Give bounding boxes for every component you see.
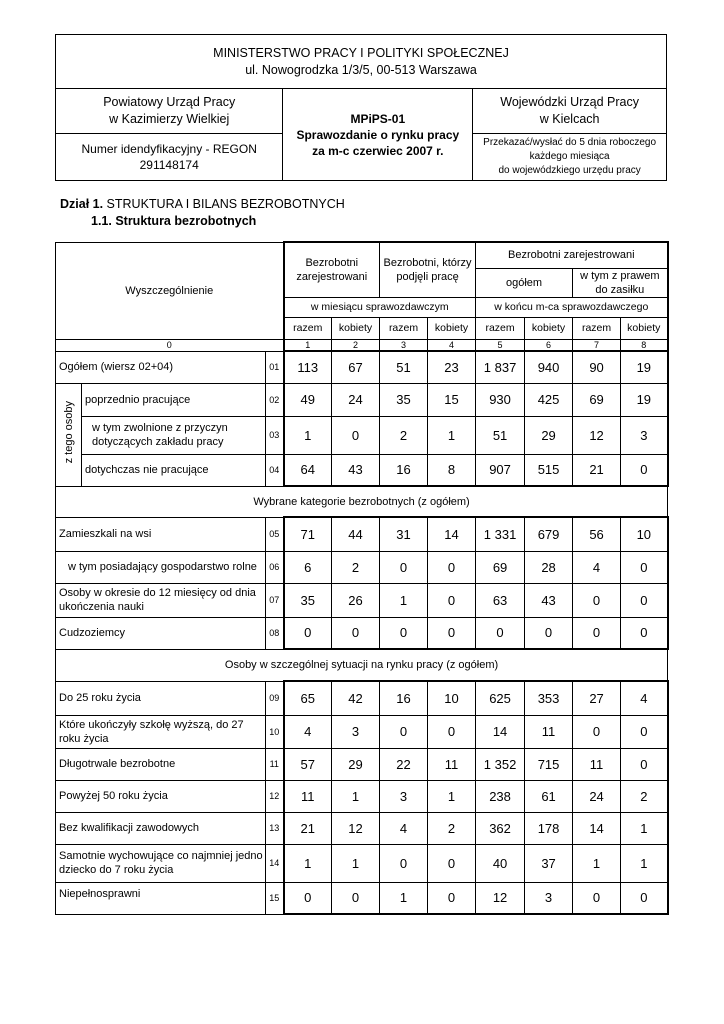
report-header	[55, 34, 667, 181]
cell-value: 3	[525, 882, 573, 914]
cell-value: 6	[284, 551, 332, 583]
row-number: 01	[266, 351, 284, 383]
table-row	[56, 715, 668, 748]
row-number: 15	[266, 882, 284, 914]
cell-value: 24	[332, 383, 380, 416]
row-label: Bez kwalifikacji zawodowych	[56, 812, 266, 844]
regional-office-name: Wojewódzki Urząd Pracy	[500, 95, 639, 109]
cell-value: 0	[428, 882, 476, 914]
cell-value: 71	[284, 517, 332, 551]
cell-value: 0	[525, 617, 573, 649]
cell-value: 0	[621, 882, 668, 914]
cell-value: 11	[525, 715, 573, 748]
group-label: z tego osoby	[62, 400, 75, 464]
deadline-cell	[473, 134, 667, 181]
cell-value: 29	[332, 748, 380, 780]
row-number: 12	[266, 780, 284, 812]
cell-value: 0	[332, 617, 380, 649]
cell-value: 15	[428, 383, 476, 416]
cell-value: 19	[621, 351, 668, 383]
cell-value: 11	[428, 748, 476, 780]
office-cell	[56, 89, 283, 134]
deadline-line: każdego miesiąca	[529, 151, 610, 162]
cell-value: 0	[621, 748, 668, 780]
row-number: 03	[266, 416, 284, 454]
cell-value: 4	[380, 812, 428, 844]
form-code: MPiPS-01	[350, 111, 406, 126]
ministry-address: ul. Nowogrodzka 1/3/5, 00-513 Warszawa	[245, 62, 477, 77]
cell-value: 353	[525, 681, 573, 715]
row-label: w tym posiadający gospodarstwo rolne	[56, 551, 266, 583]
subheader-women: kobiety	[525, 317, 573, 339]
cell-value: 10	[621, 517, 668, 551]
cell-value: 1	[380, 882, 428, 914]
cell-value: 43	[332, 454, 380, 486]
cell-value: 61	[525, 780, 573, 812]
row-label: Długotrwale bezrobotne	[56, 748, 266, 780]
cell-value: 0	[573, 583, 621, 617]
row-label: Niepełnosprawni	[56, 882, 266, 914]
column-index: 8	[621, 339, 668, 351]
column-index: 2	[332, 339, 380, 351]
cell-value: 0	[284, 882, 332, 914]
cell-value: 3	[621, 416, 668, 454]
header-text: podjęli pracę	[396, 270, 459, 283]
regon-number: 291148174	[139, 158, 199, 172]
row-number: 08	[266, 617, 284, 649]
header-text: Bezrobotni	[305, 256, 359, 269]
header-text: zarejestrowani	[296, 270, 368, 283]
row-number: 06	[266, 551, 284, 583]
cell-value: 113	[284, 351, 332, 383]
row-label: w tym zwolnione z przyczyn dotyczących zakładu pracy	[82, 416, 266, 454]
cell-value: 515	[525, 454, 573, 486]
subheader-women: kobiety	[428, 317, 476, 339]
cell-value: 3	[380, 780, 428, 812]
cell-value: 16	[380, 681, 428, 715]
cell-value: 14	[428, 517, 476, 551]
cell-value: 21	[573, 454, 621, 486]
table-row	[56, 517, 668, 551]
cell-value: 0	[380, 551, 428, 583]
regon-label: Numer idendyfikacyjny - REGON	[81, 142, 257, 156]
cell-value: 178	[525, 812, 573, 844]
cell-value: 715	[525, 748, 573, 780]
regon-cell	[56, 134, 283, 181]
row-number: 02	[266, 383, 284, 416]
cell-value: 4	[621, 681, 668, 715]
row-label: Do 25 roku życia	[56, 681, 266, 715]
section-selected-categories: Wybrane kategorie bezrobotnych (z ogółem)	[56, 486, 668, 517]
cell-value: 1	[332, 844, 380, 882]
column-header-benefit	[573, 268, 668, 297]
cell-value: 69	[476, 551, 525, 583]
cell-value: 1	[621, 844, 668, 882]
ministry-name: MINISTERSTWO PRACY I POLITYKI SPOŁECZNEJ	[213, 45, 509, 60]
row-label: Samotnie wychowujące co najmniej jedno dziecko do 7 roku życia	[56, 844, 266, 882]
cell-value: 1	[573, 844, 621, 882]
row-number: 04	[266, 454, 284, 486]
row-label: Ogółem (wiersz 02+04)	[56, 351, 266, 383]
column-header-registered-end: Bezrobotni zarejestrowani	[476, 242, 668, 268]
cell-value: 0	[428, 715, 476, 748]
column-index: 5	[476, 339, 525, 351]
column-header-employed	[380, 242, 476, 297]
cell-value: 14	[476, 715, 525, 748]
subheader-total: razem	[476, 317, 525, 339]
regional-office-cell	[473, 89, 667, 134]
cell-value: 67	[332, 351, 380, 383]
subheader-women: kobiety	[621, 317, 668, 339]
cell-value: 24	[573, 780, 621, 812]
row-number: 07	[266, 583, 284, 617]
cell-value: 0	[332, 882, 380, 914]
header-text: do zasiłku	[595, 283, 645, 296]
column-header-registered	[284, 242, 380, 297]
cell-value: 44	[332, 517, 380, 551]
section-title	[60, 197, 345, 211]
header-text: w tym z prawem	[580, 269, 660, 282]
cell-value: 1	[428, 416, 476, 454]
row-number: 10	[266, 715, 284, 748]
cell-value: 0	[332, 416, 380, 454]
cell-value: 37	[525, 844, 573, 882]
cell-value: 12	[573, 416, 621, 454]
header-text: Bezrobotni, którzy	[383, 256, 472, 269]
row-label: Osoby w okresie do 12 miesięcy od dnia ukończenia nauki	[56, 583, 266, 617]
section-special-situation: Osoby w szczególnej sytuacji na rynku pracy (z ogółem)	[56, 649, 668, 681]
period-end-header: w końcu m-ca sprawozdawczego	[476, 297, 668, 317]
cell-value: 2	[428, 812, 476, 844]
cell-value: 1	[621, 812, 668, 844]
cell-value: 8	[428, 454, 476, 486]
cell-value: 0	[380, 844, 428, 882]
row-number: 11	[266, 748, 284, 780]
cell-value: 0	[428, 583, 476, 617]
table-row	[56, 454, 668, 486]
cell-value: 2	[380, 416, 428, 454]
office-name: Powiatowy Urząd Pracy	[103, 95, 236, 109]
cell-value: 0	[428, 617, 476, 649]
report-period: za m-c czerwiec 2007 r.	[312, 143, 444, 158]
cell-value: 0	[380, 617, 428, 649]
column-index: 7	[573, 339, 621, 351]
table-row	[56, 583, 668, 617]
cell-value: 4	[284, 715, 332, 748]
cell-value: 14	[573, 812, 621, 844]
regional-office-location: w Kielcach	[539, 112, 600, 126]
cell-value: 0	[284, 617, 332, 649]
cell-value: 625	[476, 681, 525, 715]
table-row	[56, 383, 668, 416]
cell-value: 0	[621, 454, 668, 486]
section-subtitle: 1.1. Struktura bezrobotnych	[91, 214, 257, 228]
cell-value: 3	[332, 715, 380, 748]
cell-value: 69	[573, 383, 621, 416]
cell-value: 0	[573, 715, 621, 748]
unemployment-structure-table	[55, 241, 669, 915]
cell-value: 0	[573, 882, 621, 914]
column-header-description: Wyszczególnienie	[56, 242, 284, 339]
cell-value: 26	[332, 583, 380, 617]
column-index: 0	[56, 339, 284, 351]
cell-value: 35	[284, 583, 332, 617]
cell-value: 0	[573, 617, 621, 649]
cell-value: 1 331	[476, 517, 525, 551]
cell-value: 12	[476, 882, 525, 914]
cell-value: 679	[525, 517, 573, 551]
cell-value: 23	[428, 351, 476, 383]
table-row	[56, 351, 668, 383]
cell-value: 40	[476, 844, 525, 882]
cell-value: 930	[476, 383, 525, 416]
cell-value: 4	[573, 551, 621, 583]
row-number: 14	[266, 844, 284, 882]
subheader-total: razem	[380, 317, 428, 339]
table-row	[56, 416, 668, 454]
office-location: w Kazimierzy Wielkiej	[109, 112, 230, 126]
row-number: 05	[266, 517, 284, 551]
cell-value: 90	[573, 351, 621, 383]
cell-value: 51	[380, 351, 428, 383]
cell-value: 11	[573, 748, 621, 780]
row-label: Które ukończyły szkołę wyższą, do 27 roku życia	[56, 715, 266, 748]
cell-value: 940	[525, 351, 573, 383]
section-number: Dział 1.	[60, 197, 104, 211]
column-index: 4	[428, 339, 476, 351]
cell-value: 31	[380, 517, 428, 551]
cell-value: 56	[573, 517, 621, 551]
section-name: STRUKTURA I BILANS BEZROBOTNYCH	[103, 197, 345, 211]
table-row	[56, 551, 668, 583]
subheader-total: razem	[284, 317, 332, 339]
cell-value: 10	[428, 681, 476, 715]
deadline-line: Przekazać/wysłać do 5 dnia roboczego	[483, 137, 657, 148]
cell-value: 2	[621, 780, 668, 812]
report-title: Sprawozdanie o rynku pracy	[296, 127, 460, 142]
cell-value: 65	[284, 681, 332, 715]
cell-value: 42	[332, 681, 380, 715]
column-index: 1	[284, 339, 332, 351]
cell-value: 0	[621, 583, 668, 617]
cell-value: 238	[476, 780, 525, 812]
cell-value: 43	[525, 583, 573, 617]
column-index: 6	[525, 339, 573, 351]
cell-value: 0	[476, 617, 525, 649]
cell-value: 1	[428, 780, 476, 812]
row-label: poprzednio pracujące	[82, 383, 266, 416]
period-month-header: w miesiącu sprawozdawczym	[284, 297, 476, 317]
cell-value: 51	[476, 416, 525, 454]
table-row	[56, 748, 668, 780]
cell-value: 425	[525, 383, 573, 416]
row-label: Cudzoziemcy	[56, 617, 266, 649]
column-header-total: ogółem	[476, 268, 573, 297]
cell-value: 35	[380, 383, 428, 416]
column-index: 3	[380, 339, 428, 351]
cell-value: 0	[621, 617, 668, 649]
cell-value: 21	[284, 812, 332, 844]
table-row	[56, 844, 668, 882]
table-row	[56, 617, 668, 649]
table-row	[56, 681, 668, 715]
cell-value: 1	[380, 583, 428, 617]
table-row	[56, 812, 668, 844]
group-label-cell	[56, 383, 82, 486]
cell-value: 1 837	[476, 351, 525, 383]
cell-value: 57	[284, 748, 332, 780]
form-title-cell	[283, 89, 473, 181]
cell-value: 1	[332, 780, 380, 812]
cell-value: 0	[621, 715, 668, 748]
table-row	[56, 882, 668, 914]
cell-value: 1	[284, 416, 332, 454]
cell-value: 28	[525, 551, 573, 583]
cell-value: 2	[332, 551, 380, 583]
cell-value: 1	[284, 844, 332, 882]
ministry-cell	[56, 35, 667, 89]
cell-value: 22	[380, 748, 428, 780]
cell-value: 64	[284, 454, 332, 486]
cell-value: 63	[476, 583, 525, 617]
row-number: 13	[266, 812, 284, 844]
cell-value: 16	[380, 454, 428, 486]
cell-value: 0	[380, 715, 428, 748]
cell-value: 0	[621, 551, 668, 583]
row-label: Powyżej 50 roku życia	[56, 780, 266, 812]
row-label: dotychczas nie pracujące	[82, 454, 266, 486]
cell-value: 27	[573, 681, 621, 715]
cell-value: 907	[476, 454, 525, 486]
cell-value: 29	[525, 416, 573, 454]
cell-value: 0	[428, 551, 476, 583]
subheader-total: razem	[573, 317, 621, 339]
deadline-line: do wojewódzkiego urzędu pracy	[498, 165, 641, 176]
table-row	[56, 780, 668, 812]
cell-value: 19	[621, 383, 668, 416]
cell-value: 11	[284, 780, 332, 812]
cell-value: 1 352	[476, 748, 525, 780]
row-label: Zamieszkali na wsi	[56, 517, 266, 551]
cell-value: 12	[332, 812, 380, 844]
cell-value: 0	[428, 844, 476, 882]
row-number: 09	[266, 681, 284, 715]
cell-value: 362	[476, 812, 525, 844]
cell-value: 49	[284, 383, 332, 416]
subheader-women: kobiety	[332, 317, 380, 339]
